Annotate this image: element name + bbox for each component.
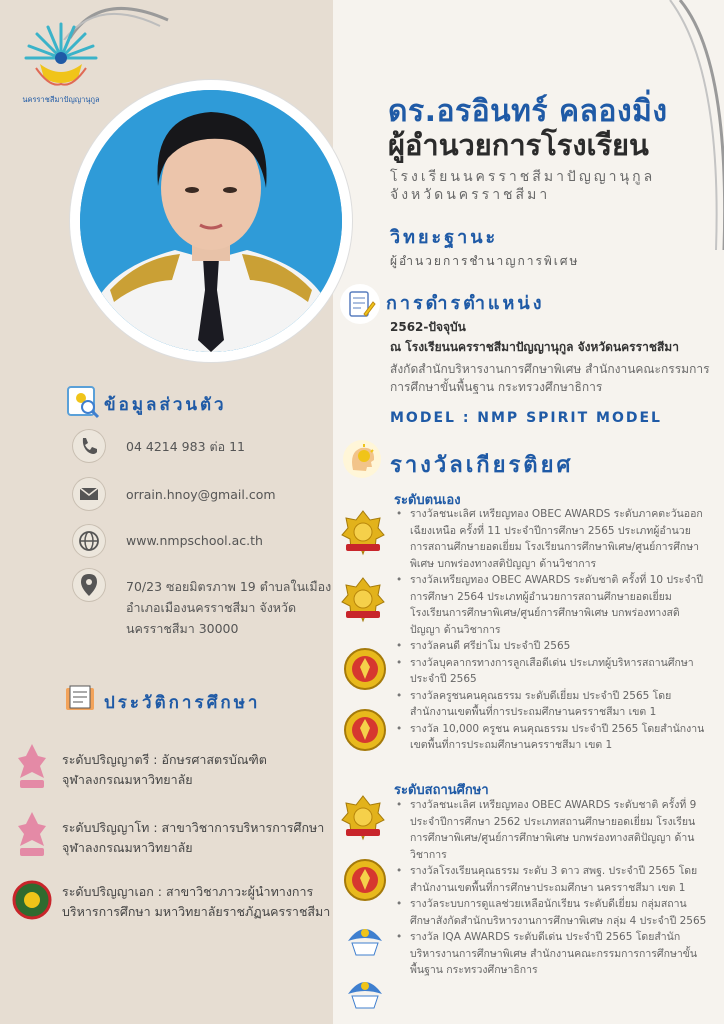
chula-emblem-icon	[12, 742, 52, 792]
education-book-icon	[60, 678, 100, 718]
awards-personal-heading: ระดับตนเอง	[394, 493, 461, 508]
obec-medal-icon	[340, 575, 386, 623]
garuda-emblem-icon	[342, 706, 388, 754]
address-line-3: นครราชสีมา 30000	[126, 621, 239, 636]
email-text: orrain.hnoy@gmail.com	[126, 487, 276, 502]
school-name	[390, 168, 655, 204]
document-pen-icon	[340, 284, 380, 324]
job-title: ผู้อำนวยการโรงเรียน	[388, 128, 649, 162]
idea-head-icon	[343, 440, 381, 478]
phone-text: 04 4214 983 ต่อ 11	[126, 439, 246, 454]
obec-medal-icon	[340, 793, 386, 841]
academic-heading: วิทยะฐานะ	[390, 227, 499, 248]
address-line-1: 70/23 ซอยมิตรภาพ 19 ตำบลในเมือง	[126, 579, 332, 594]
obec-emblem-icon	[342, 966, 388, 1014]
list-item: • รางวัล 10,000 ครูชน คนคุณธรรม ประจำปี 2565 โดยสำนักงานเขตพื้นที่การประถมศึกษานครราชสีมา เขต 1	[396, 721, 708, 754]
awards-school-list	[396, 797, 708, 979]
education-doctorate-university: บริหารการศึกษา มหาวิทยาลัยราชภัฏนครราชสีมา	[62, 904, 331, 919]
rajabhat-emblem-icon	[12, 875, 52, 925]
education-bachelor	[62, 750, 267, 790]
education-master	[62, 818, 324, 858]
list-item: • รางวัลครูชนคนคุณธรรม ระดับดีเยี่ยม ประจำปี 2565 โดยสำนักงานเขตพื้นที่การประถมศึกษานครราชสีมา เขต 1	[396, 688, 708, 721]
website-text: www.nmpschool.ac.th	[126, 533, 263, 548]
education-doctorate-degree: ระดับปริญญาเอก : สาขาวิชาภาวะผู้นำทางการ	[62, 884, 314, 899]
obec-medal-icon	[340, 508, 386, 556]
chula-emblem-icon	[12, 810, 52, 860]
garuda-emblem-icon	[342, 856, 388, 904]
personal-info-icon	[62, 381, 102, 421]
academic-value: ผู้อำนวยการชำนาญการพิเศษ	[390, 254, 580, 268]
person-name: ดร.อรอินทร์ คลองมิ่ง	[388, 94, 668, 129]
personal-info-heading: ข้อมูลส่วนตัว	[104, 395, 227, 415]
school-line-2: จังหวัดนครราชสีมา	[390, 187, 551, 203]
globe-icon	[72, 524, 106, 558]
position-heading: การดำรตำแหน่ง	[386, 293, 545, 314]
logo-text: นครราชสีมาปัญญานุกูล	[22, 95, 100, 104]
school-logo-icon	[20, 18, 102, 108]
list-item: • รางวัลบุคลากรทางการลูกเสือดีเด่น ประเภทผู้บริหารสถานศึกษา ประจำปี 2565	[396, 655, 708, 688]
list-item: • รางวัลเหรียญทอง OBEC AWARDS ระดับชาติ ครั้งที่ 10 ประจำปีการศึกษา 2564 ประเภทผู้อำนวยการสถานศึกษายอดเยี่ยม โรงเรียนการศึกษาพิเศษ/ศูนย์การศึกษาพิเศษ บกพร่องทางสติปัญญา ด้านวิชาการ	[396, 572, 708, 638]
list-item: • รางวัลชนะเลิศ เหรียญทอง OBEC AWARDS ระดับภาคตะวันออกเฉียงเหนือ ครั้งที่ 11 ประจำปีการศึกษา 2565 ประเภทผู้อำนวยการสถานศึกษายอดเยี่ยม โรงเรียนการศึกษาพิเศษ/ศูนย์การศึกษาพิเศษ บกพร่องทางสติปัญญา ด้านวิชาการ	[396, 506, 708, 572]
awards-school-heading: ระดับสถานศึกษา	[394, 783, 489, 798]
list-item: • รางวัลโรงเรียนคุณธรรม ระดับ 3 ดาว สพฐ. ประจำปี 2565 โดยสำนักงานเขตพื้นที่การศึกษาประถมศึกษา นครราชสีมา เขต 1	[396, 863, 708, 896]
location-icon	[72, 568, 106, 602]
decorative-swoosh-right	[660, 0, 724, 250]
position-years: 2562-ปัจจุบัน	[390, 320, 466, 334]
school-line-1: โรงเรียนนครราชสีมาปัญญานุกูล	[390, 169, 656, 185]
awards-personal-list	[396, 506, 708, 754]
list-item: • รางวัลระบบการดูแลช่วยเหลือนักเรียน ระดับดีเยี่ยม กลุ่มสถานศึกษาสังกัดสำนักบริหารงานการศึกษาพิเศษ กลุ่ม 4 ประจำปี 2565	[396, 896, 708, 929]
mail-icon	[72, 477, 106, 511]
profile-photo	[80, 90, 342, 352]
education-bachelor-degree: ระดับปริญญาตรี : อักษรศาสตรบัณฑิต	[62, 752, 267, 767]
address-text	[126, 576, 331, 639]
position-department: สังกัดสำนักบริหารงานการศึกษาพิเศษ สำนักงานคณะกรรมการการศึกษาขั้นพื้นฐาน กระทรวงศึกษาธิการ	[390, 362, 710, 394]
education-doctorate	[62, 882, 330, 922]
education-bachelor-university: จุฬาลงกรณมหาวิทยาลัย	[62, 772, 193, 787]
education-master-university: จุฬาลงกรณมหาวิทยาลัย	[62, 840, 193, 855]
list-item: • รางวัลคนดี ศรีย่าโม ประจำปี 2565	[396, 638, 708, 655]
obec-emblem-icon	[342, 913, 388, 961]
awards-heading: รางวัลเกียรติยศ	[390, 453, 574, 478]
education-heading: ประวัติการศึกษา	[104, 693, 261, 713]
position-school: ณ โรงเรียนนครราชสีมาปัญญานุกูล จังหวัดนครราชสีมา	[390, 340, 679, 354]
model-label: MODEL : NMP SPIRIT MODEL	[390, 410, 662, 426]
garuda-emblem-icon	[342, 645, 388, 693]
phone-icon	[72, 429, 106, 463]
list-item: • รางวัล IQA AWARDS ระดับดีเด่น ประจำปี 2565 โดยสำนักบริหารงานการศึกษาพิเศษ สำนักงานคณะกรรมการการศึกษาขั้นพื้นฐาน กระทรวงศึกษาธิการ	[396, 929, 708, 979]
list-item: • รางวัลชนะเลิศ เหรียญทอง OBEC AWARDS ระดับชาติ ครั้งที่ 9 ประจำปีการศึกษา 2562 ประเภทสถานศึกษายอดเยี่ยม โรงเรียนการศึกษาพิเศษ/ศูนย์การศึกษาพิเศษ บกพร่องทางสติปัญญา ด้านวิชาการ	[396, 797, 708, 863]
education-master-degree: ระดับปริญญาโท : สาขาวิชาการบริหารการศึกษา	[62, 820, 325, 835]
address-line-2: อำเภอเมืองนครราชสีมา จังหวัด	[126, 600, 297, 615]
